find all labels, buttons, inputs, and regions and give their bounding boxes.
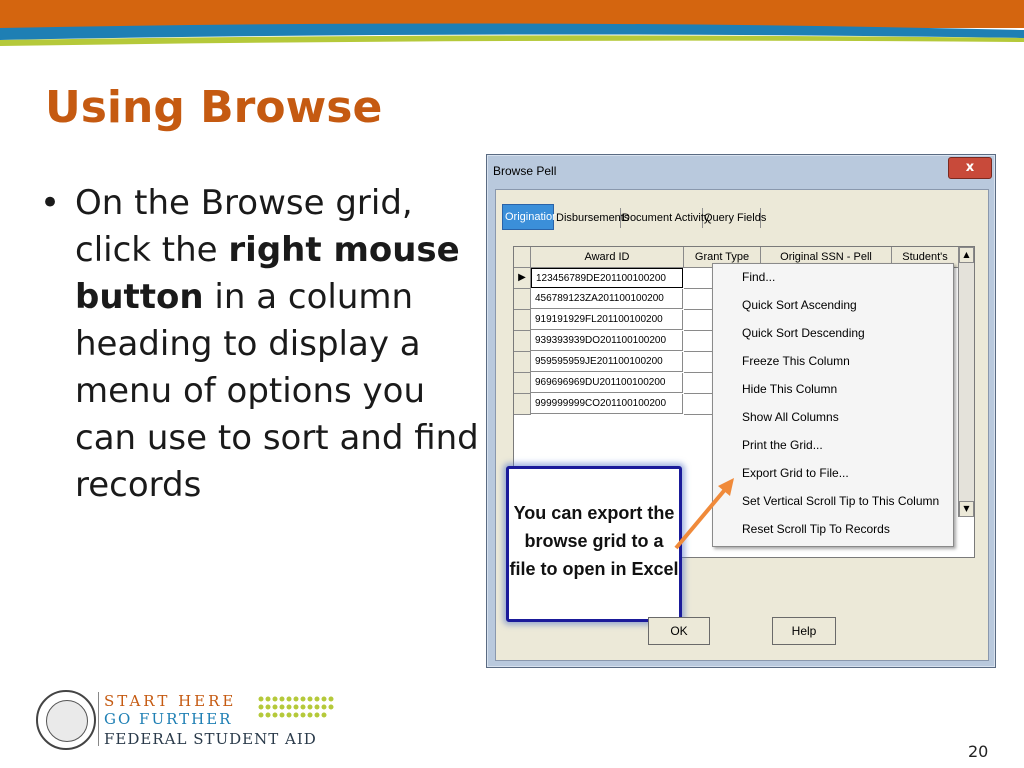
menu-item-hide-column[interactable]: Hide This Column	[742, 382, 838, 396]
header-swoosh-band	[0, 0, 1024, 50]
ok-button[interactable]: OK	[648, 617, 710, 645]
callout-arrow-icon	[660, 470, 750, 560]
vertical-scrollbar[interactable]	[958, 247, 974, 517]
tab-origination[interactable]: Origination	[502, 204, 554, 230]
table-cell-award-id[interactable]: 959595959JE201100100200	[531, 352, 683, 372]
row-selector[interactable]	[514, 331, 531, 352]
menu-item-reset-scroll-tip[interactable]: Reset Scroll Tip To Records	[742, 522, 890, 536]
tab-query-fields[interactable]: Query Fields	[702, 208, 761, 228]
logo-dot-pattern-icon	[256, 694, 346, 724]
table-cell-award-id[interactable]: 939393939DO201100100200	[531, 331, 683, 351]
help-button[interactable]: Help	[772, 617, 836, 645]
row-selector[interactable]	[514, 373, 531, 394]
close-button[interactable]: x	[948, 157, 992, 179]
table-cell[interactable]	[684, 310, 715, 331]
bullet-dot: •	[40, 183, 61, 223]
menu-item-set-scroll-tip[interactable]: Set Vertical Scroll Tip to This Column	[742, 494, 940, 508]
row-selector[interactable]	[514, 289, 531, 310]
table-cell[interactable]	[684, 289, 715, 310]
bullet-text-part1: On the Browse grid, click the	[75, 183, 413, 270]
menu-item-export-grid[interactable]: Export Grid to File...	[742, 466, 849, 480]
menu-item-freeze-column[interactable]: Freeze This Column	[742, 354, 850, 368]
logo-go-further: GO FURTHER	[104, 710, 233, 728]
row-selector[interactable]	[514, 310, 531, 331]
federal-student-aid-logo	[36, 690, 346, 750]
column-header-students[interactable]: Student's	[892, 247, 959, 268]
menu-item-show-all-columns[interactable]: Show All Columns	[742, 410, 839, 424]
logo-start-here: START HERE	[104, 692, 237, 710]
table-cell[interactable]	[684, 331, 715, 352]
row-selector[interactable]	[514, 394, 531, 415]
bullet-text	[75, 180, 485, 509]
page-number: 20	[968, 742, 989, 761]
table-cell[interactable]	[684, 373, 715, 394]
row-selector-active[interactable]: ▶	[514, 268, 531, 289]
menu-item-print-grid[interactable]: Print the Grid...	[742, 438, 823, 452]
bullet-text-part2: in a column heading to display a menu of options you can use to sort and find records	[75, 277, 479, 505]
table-cell[interactable]	[684, 352, 715, 373]
slide-title: Using Browse	[45, 82, 383, 133]
window-title: Browse Pell	[493, 164, 557, 178]
table-cell[interactable]	[684, 268, 715, 289]
scroll-down-icon[interactable]: ▼	[959, 501, 974, 517]
menu-item-quick-sort-descending[interactable]: Quick Sort Descending	[742, 326, 865, 340]
table-cell-award-id[interactable]: 123456789DE201100100200	[531, 268, 683, 288]
column-header-award-id[interactable]: Award ID	[531, 247, 684, 268]
logo-divider	[98, 692, 99, 746]
department-of-education-seal-icon	[36, 690, 96, 750]
tab-disbursements[interactable]: Disbursements	[554, 208, 621, 228]
row-selector[interactable]	[514, 352, 531, 373]
table-cell-award-id[interactable]: 456789123ZA201100100200	[531, 289, 683, 309]
column-header-grant-type[interactable]: Grant Type	[684, 247, 761, 268]
bullet-text-bold: right mouse button	[75, 230, 460, 317]
row-header-corner	[514, 247, 531, 268]
table-cell-award-id[interactable]: 969696969DU201100100200	[531, 373, 683, 393]
table-cell[interactable]	[684, 394, 715, 415]
menu-item-quick-sort-ascending[interactable]: Quick Sort Ascending	[742, 298, 857, 312]
table-cell-award-id[interactable]: 999999999CO201100100200	[531, 394, 683, 414]
tab-document-activity[interactable]: Document Activity	[620, 208, 703, 228]
column-header-original-ssn[interactable]: Original SSN - Pell	[761, 247, 892, 268]
menu-item-find[interactable]: Find...	[742, 270, 776, 284]
callout-box	[506, 466, 682, 622]
table-cell-award-id[interactable]: 919191929FL201100100200	[531, 310, 683, 330]
logo-federal-student-aid: FEDERAL STUDENT AID	[104, 730, 317, 748]
scroll-up-icon[interactable]: ▲	[959, 247, 974, 263]
callout-text: You can export the browse grid to a file to open in Excel	[509, 503, 679, 579]
